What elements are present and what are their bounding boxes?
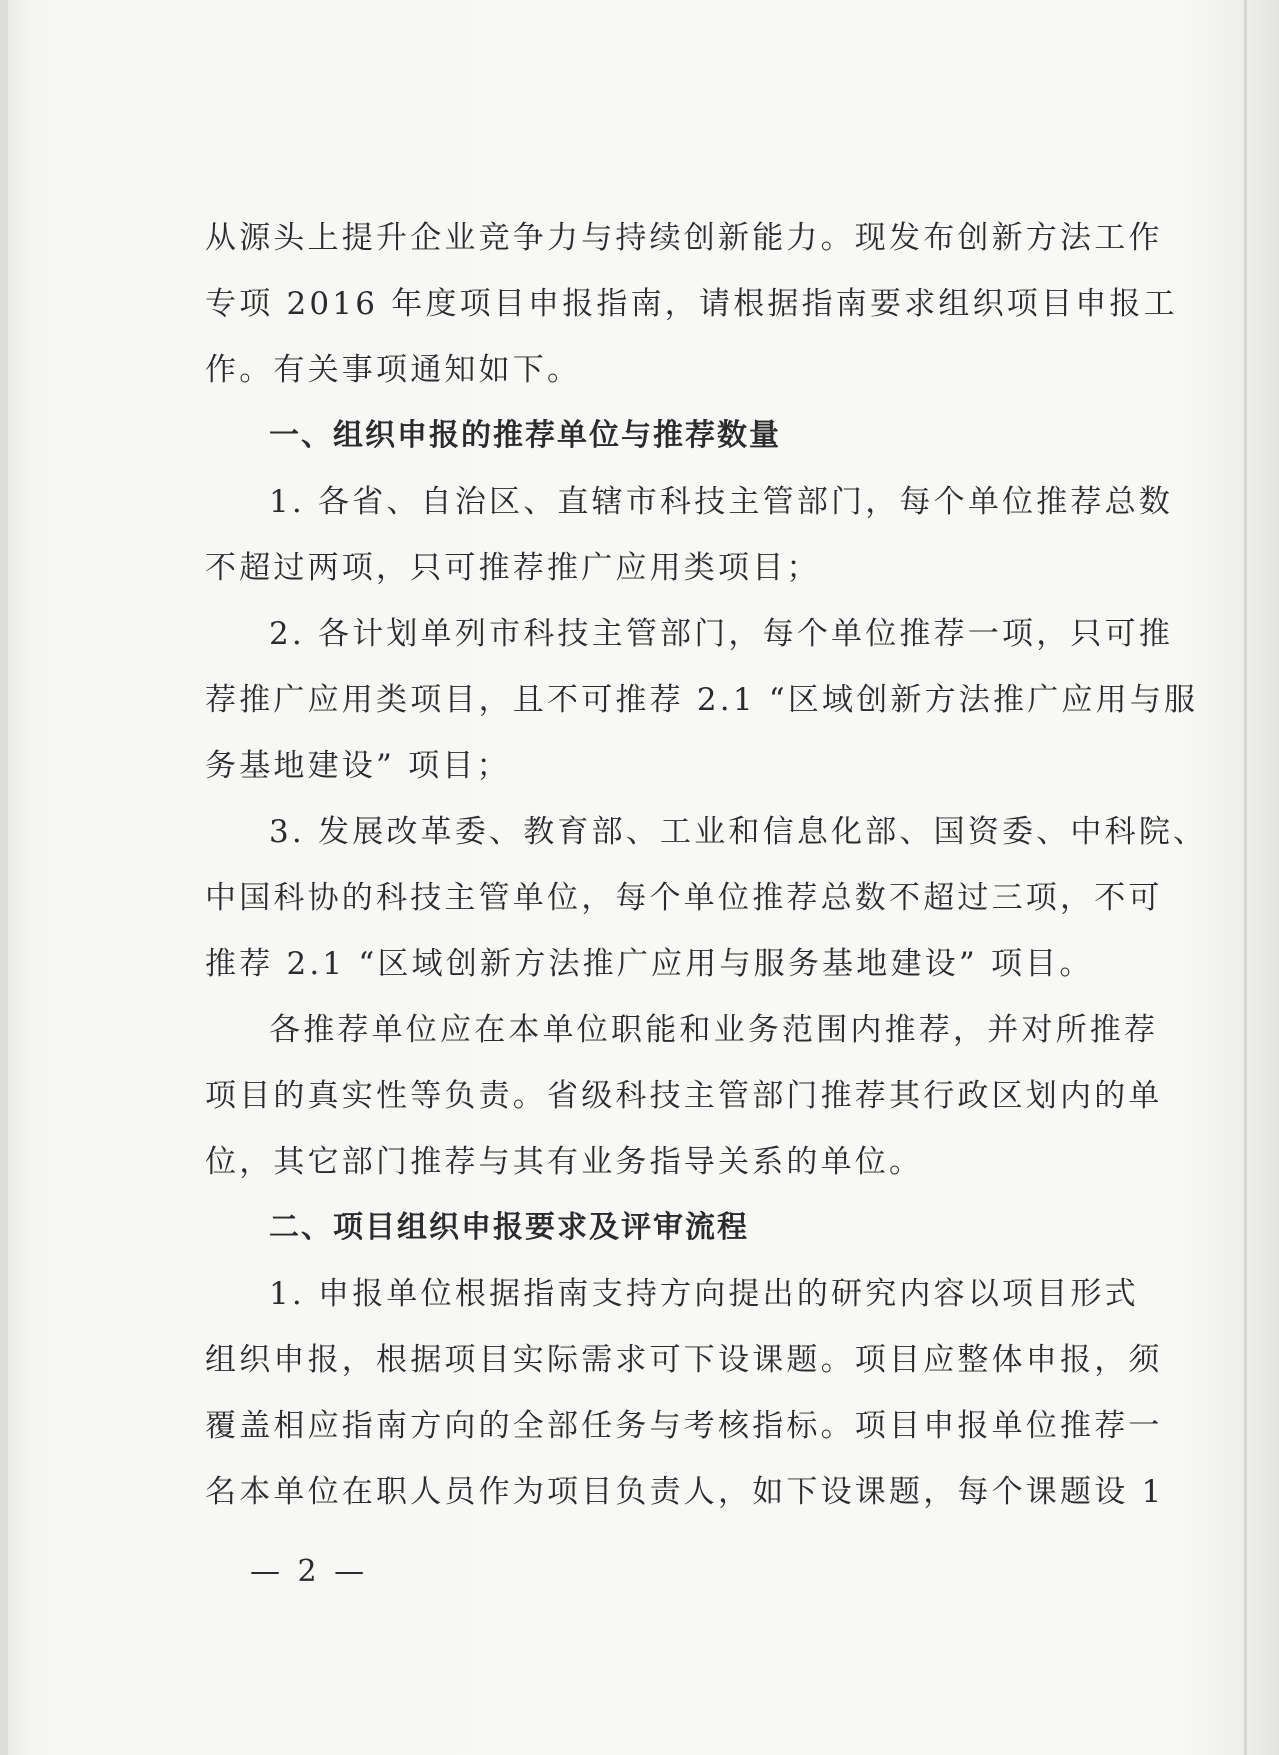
text-line: 3. 发展改革委、教育部、工业和信息化部、国资委、中科院、 [269, 814, 1208, 850]
text-line: 务基地建设” 项目； [205, 748, 511, 784]
text-line: 1. 各省、自治区、直辖市科技主管部门，每个单位推荐总数 [269, 484, 1174, 520]
text-line: 荐推广应用类项目，且不可推荐 2.1 “区域创新方法推广应用与服 [205, 682, 1199, 718]
text-line: 作。有关事项通知如下。 [205, 352, 582, 388]
text-line: 位，其它部门推荐与其有业务指导关系的单位。 [205, 1144, 924, 1180]
text-line: 从源头上提升企业竞争力与持续创新能力。现发布创新方法工作 [205, 220, 1163, 256]
text-line: 组织申报，根据项目实际需求可下设课题。项目应整体申报，须 [205, 1342, 1163, 1378]
text-line: 覆盖相应指南方向的全部任务与考核指标。项目申报单位推荐一 [205, 1408, 1163, 1444]
page-number: — 2 — [250, 1554, 369, 1589]
text-line: 名本单位在职人员作为项目负责人，如下设课题，每个课题设 1 [205, 1474, 1165, 1510]
text-line: 1. 申报单位根据指南支持方向提出的研究内容以项目形式 [269, 1276, 1139, 1312]
text-line: 项目的真实性等负责。省级科技主管部门推荐其行政区划内的单 [205, 1078, 1163, 1114]
scan-left-edge [0, 0, 8, 1755]
section-heading: 一、组织申报的推荐单位与推荐数量 [269, 418, 781, 453]
document-body [205, 205, 1208, 1525]
scan-right-edge [1244, 0, 1247, 1755]
text-line: 推荐 2.1 “区域创新方法推广应用与服务基地建设” 项目。 [205, 946, 1094, 982]
section-heading: 二、项目组织申报要求及评审流程 [269, 1210, 749, 1245]
text-line: 中国科协的科技主管单位，每个单位推荐总数不超过三项，不可 [205, 880, 1163, 916]
text-line: 不超过两项，只可推荐推广应用类项目； [205, 550, 821, 586]
text-line: 各推荐单位应在本单位职能和业务范围内推荐，并对所推荐 [269, 1012, 1159, 1048]
text-line: 专项 2016 年度项目申报指南，请根据指南要求组织项目申报工 [205, 286, 1178, 322]
text-line: 2. 各计划单列市科技主管部门，每个单位推荐一项，只可推 [269, 616, 1174, 652]
